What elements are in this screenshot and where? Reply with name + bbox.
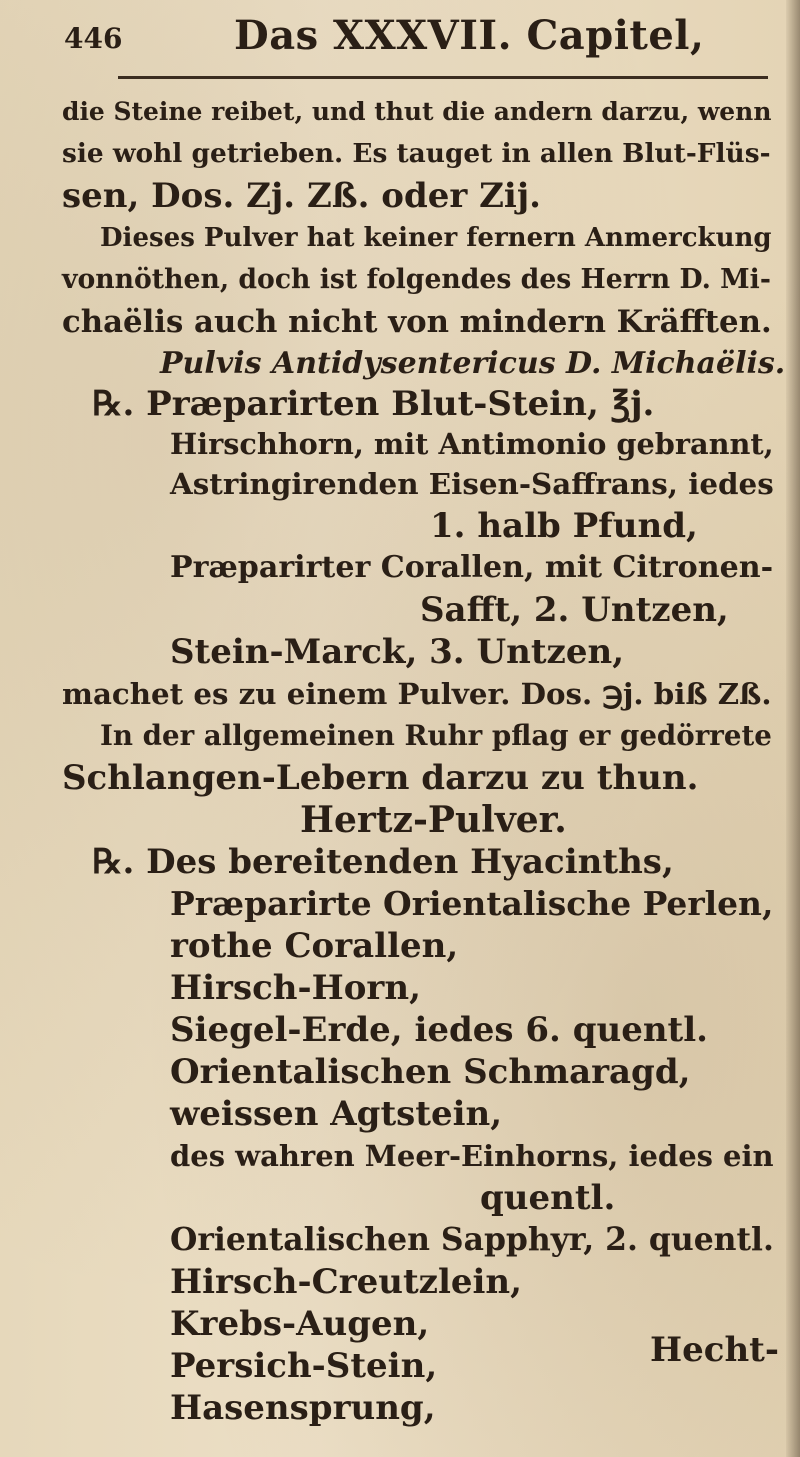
catchword: Hecht- (650, 1330, 779, 1370)
text-line: Safft, 2. Untzen, (420, 590, 729, 630)
text-line: Hirschhorn, mit Antimonio gebrannt, (170, 427, 774, 461)
text-line: 1. halb Pfund, (430, 506, 698, 546)
text-line: Krebs-Augen, (170, 1304, 430, 1344)
running-title: Das XXXVII. Capitel, (234, 12, 705, 59)
text-line: machet es zu einem Pulver. Dos. ℈j. biß Zß. (62, 677, 772, 711)
text-line: Stein-Marck, 3. Untzen, (170, 632, 625, 672)
text-line: Astringirenden Eisen-Saffrans, iedes (170, 466, 774, 501)
text-line: Siegel-Erde, iedes 6. quentl. (170, 1010, 709, 1050)
text-line: rothe Corallen, (170, 926, 459, 966)
text-line: Hirsch-Horn, (170, 968, 421, 1008)
page-number: 446 (64, 22, 123, 55)
text-line: des wahren Meer-Einhorns, iedes ein (170, 1139, 774, 1173)
text-line: sen, Dos. Zj. Zß. oder Zij. (62, 176, 541, 216)
text-line: quentl. (480, 1178, 616, 1218)
section-heading: Hertz-Pulver. (300, 799, 567, 841)
page-edge-shadow (786, 0, 800, 1457)
text-line: chaëlis auch nicht von mindern Kräfften. (62, 304, 772, 340)
text-line: Dieses Pulver hat keiner fernern Anmerckung (100, 223, 772, 253)
text-line: sie wohl getrieben. Es tauget in allen Blut-Flüs- (62, 138, 771, 169)
recipe-title: Pulvis Antidysentericus D. Michaëlis. (160, 346, 786, 381)
text-line: Orientalischen Schmaragd, (170, 1052, 691, 1092)
text-line: Hirsch-Creutzlein, (170, 1262, 522, 1302)
text-line: ℞. Præparirten Blut-Stein, ℥j. (92, 384, 655, 424)
text-line: ℞. Des bereitenden Hyacinths, (92, 842, 674, 882)
page-header (64, 8, 764, 68)
text-line: vonnöthen, doch ist folgendes des Herrn D. Mi- (62, 264, 771, 295)
text-line: Schlangen-Lebern darzu zu thun. (62, 758, 699, 798)
text-line: Præparirter Corallen, mit Citronen- (170, 550, 774, 585)
text-line: Persich-Stein, (170, 1346, 438, 1386)
text-line: In der allgemeinen Ruhr pflag er gedörrete (100, 719, 772, 752)
text-line: Præparirte Orientalische Perlen, (170, 884, 774, 923)
text-line: Hasensprung, (170, 1388, 436, 1428)
text-line: die Steine reibet, und thut die andern darzu, wenn (62, 97, 772, 126)
text-line: Orientalischen Sapphyr, 2. quentl. (170, 1221, 774, 1258)
header-rule (118, 76, 768, 79)
text-line: weissen Agtstein, (170, 1094, 503, 1134)
